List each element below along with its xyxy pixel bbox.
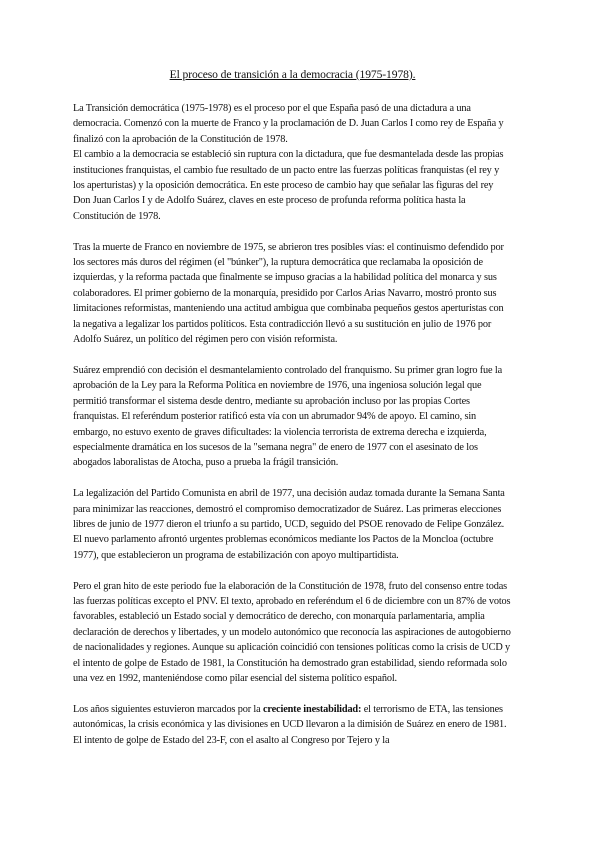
paragraph-suarez-reform bbox=[73, 363, 512, 471]
paragraph-line: Tras la muerte de Franco en noviembre de 1975, se abrieron tres posibles vías: el continuismo defendido por los sectores más duros del régimen (el "búnker"), la ruptura democrática que reclamaba la oposición de izquierdas, y la reforma pactada que finalmente se impuso gracias a la habilidad política del monarca y sus colaboradores. El primer gobierno de la monarquía, presidido por Carlos Arias Navarro, mostró pronto sus limitaciones reformistas, manteniendo una actitud ambigua que combinaba pequeños gestos aperturistas con la negativa a legalizar los partidos políticos. Esta contradicción llevó a su sustitución en julio de 1976 por Adolfo Suárez, un político del régimen pero con visión reformista. bbox=[73, 241, 504, 346]
paragraph-line: Suárez emprendió con decisión el desmantelamiento controlado del franquismo. Su primer gran logro fue la aprobación de la Ley para la Reforma Política en noviembre de 1976, una ingeniosa solución legal que permitió transformar el sistema desde dentro, mediante su aprobación incluso por las propias Cortes franquistas. El referéndum posterior ratificó esta vía con un abrumador 94% de apoyo. El camino, sin embargo, no estuvo exento de graves dificultades: la violencia terrorista de extrema derecha e izquierda, especialmente dramática en los sucesos de la "semana negra" de enero de 1977 con el asesinato de los abogados laboralistas de Atocha, puso a prueba la frágil transición. bbox=[73, 364, 503, 469]
paragraph-legalization bbox=[73, 486, 512, 563]
paragraph-text: el terrorismo de ETA, las tensiones autonómicas, la crisis económica y las divisiones en UCD llevaron a la dimisión de Suárez en enero de 1981. El intento de golpe de Estado del 23-F, con el asalto al Congreso por Tejero y la bbox=[73, 703, 507, 746]
paragraph-line: El cambio a la democracia se estableció sin ruptura con la dictadura, que fue desmantelada desde las propias instituciones franquistas, el cambio fue resultado de un pacto entre las fuerzas políticas franquistas (el rey y los aperturistas) y la oposición democrática. En este proceso de cambio hay que señalar las figuras del rey Don Juan Carlos I y de Adolfo Suárez, claves en este proceso de profunda reforma política hasta la Constitución de 1978. bbox=[73, 149, 504, 222]
paragraph-constitution bbox=[73, 579, 512, 687]
paragraph-line: Pero el gran hito de este periodo fue la elaboración de la Constitución de 1978, fruto del consenso entre todas las fuerzas políticas excepto el PNV. El texto, aprobado en referéndum el 6 de diciembre con un 87% de votos favorables, estableció un Estado social y democrático de derecho, con monarquía parlamentaria, amplia declaración de derechos y libertades, y un modelo autonómico que reconocía las aspiraciones de autogobierno de nacionalidades y regiones. Aunque su aplicación coincidió con tensiones políticas como la crisis de UCD y el intento de golpe de Estado de 1981, la Constitución ha demostrado gran estabilidad, siendo reformada solo una vez en 1992, manteniéndose como pilar esencial del sistema político español. bbox=[73, 580, 511, 684]
paragraph-intro bbox=[73, 101, 512, 224]
paragraph-line: La Transición democrática (1975-1978) es el proceso por el que España pasó de una dictadura a una democracia. Comenzó con la muerte de Franco y la proclamación de D. Juan Carlos I como rey de España y finalizó con la aprobación de la Constitución de 1978. bbox=[73, 103, 504, 145]
paragraph-franco-death bbox=[73, 240, 512, 348]
bold-phrase: creciente inestabilidad: bbox=[262, 703, 362, 715]
paragraph-instability bbox=[73, 702, 512, 748]
paragraph-line: La legalización del Partido Comunista en abril de 1977, una decisión audaz tomada durante la Semana Santa para minimizar las reacciones, demostró el compromiso democratizador de Suárez. Las primeras elecciones libres de junio de 1977 dieron el triunfo a su partido, UCD, seguido del PSOE renovado de Felipe González. El nuevo parlamento afrontó urgentes problemas económicos mediante los Pactos de la Moncloa (octubre 1977), que establecieron un programa de estabilización con apoyo multipartidista. bbox=[73, 488, 505, 561]
paragraph-text: Los años siguientes estuvieron marcados por la bbox=[73, 703, 263, 715]
document-title: El proceso de transición a la democracia (1975-1978). bbox=[169, 68, 416, 81]
